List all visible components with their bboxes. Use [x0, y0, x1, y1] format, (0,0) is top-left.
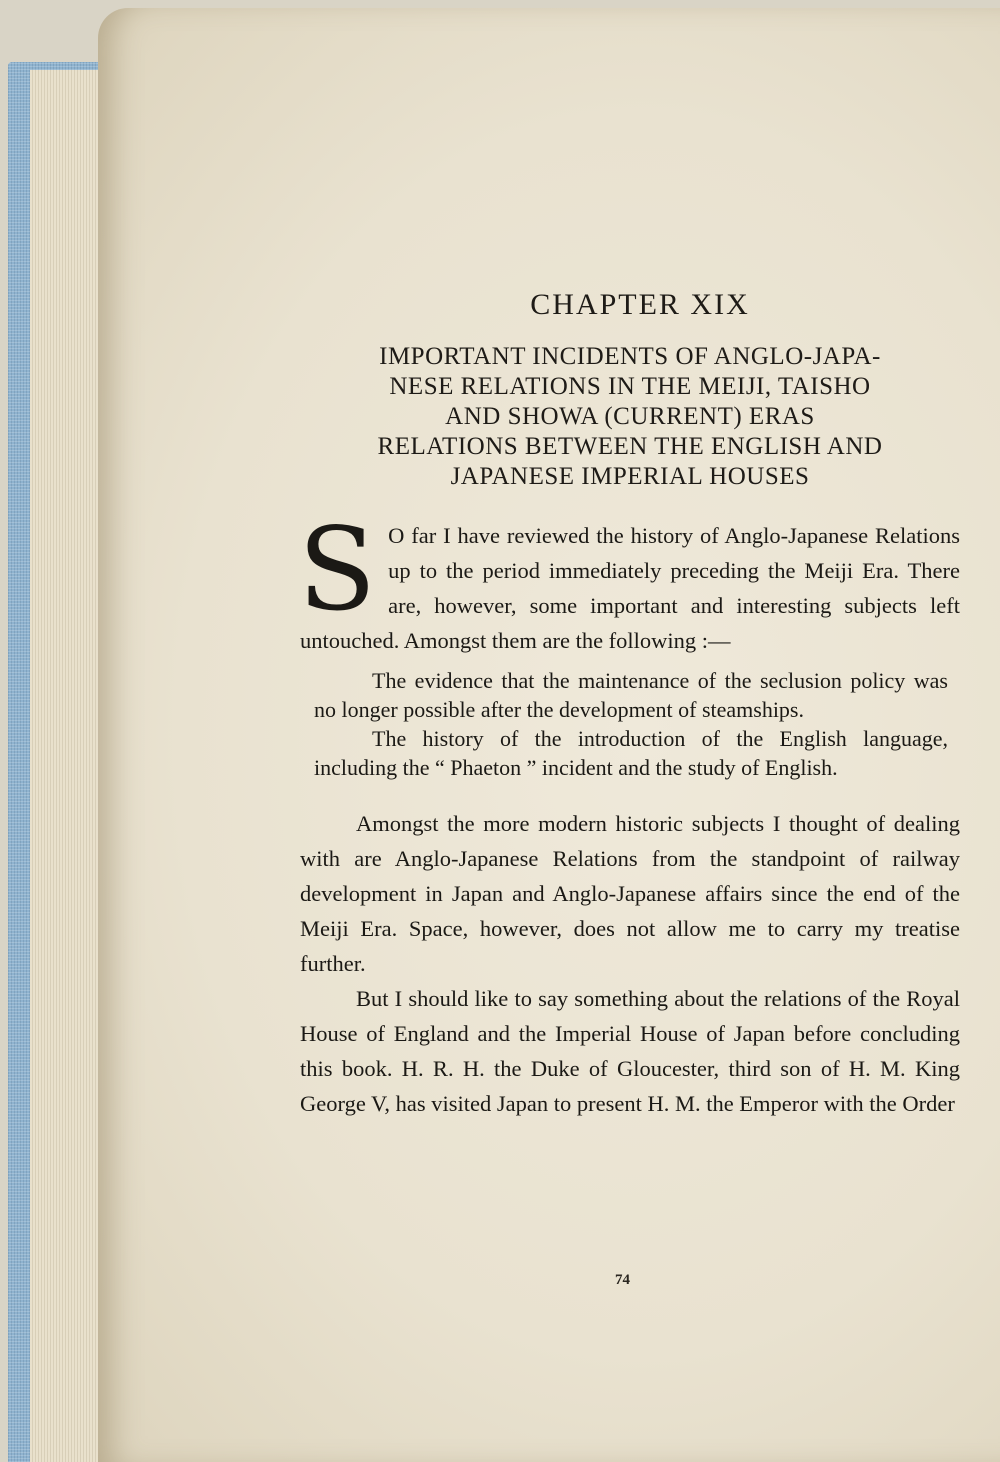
page-number: 74: [615, 1272, 630, 1288]
intro-text: O far I have reviewed the history of Anglo-Japanese Relations up to the period immediately preceding the Meiji Era. There are, however, some important and interesting subjects left untouched. Amongst them are the following :—: [300, 523, 960, 653]
body-paragraph: But I should like to say something about the relations of the Royal House of England and the Imperial House of Japan before concluding this book. H. R. H. the Duke of Gloucester, third son of H. M. King George V, has visited Japan to present H. M. the Emperor with the Order: [300, 986, 960, 1116]
chapter-title: [300, 342, 960, 492]
drop-cap: S: [298, 503, 377, 636]
chapter-title-line: NESE RELATIONS IN THE MEIJI, TAISHO: [389, 373, 871, 400]
chapter-title-line: IMPORTANT INCIDENTS OF ANGLO-JAPA-: [379, 343, 881, 370]
chapter-title-line: AND SHOWA (CURRENT) ERAS: [445, 403, 815, 430]
quoted-list: [314, 666, 948, 782]
chapter-heading: CHAPTER XIX: [530, 288, 750, 321]
body-paragraph: Amongst the more modern historic subjects I thought of dealing with are Anglo-Japanese Relations from the standpoint of railway development in Japan and Anglo-Japanese affairs since the end of the Meiji Era. Space, however, does not allow me to carry my treatise further.: [300, 811, 960, 976]
chapter-title-line: RELATIONS BETWEEN THE ENGLISH AND: [377, 433, 883, 460]
chapter-title-line: JAPANESE IMPERIAL HOUSES: [450, 463, 810, 490]
quoted-item: The evidence that the maintenance of the seclusion policy was no longer possible after the development of steamships.: [314, 668, 948, 722]
body-text: [298, 503, 960, 1121]
intro-paragraph: [298, 503, 960, 658]
quoted-item: The history of the introduction of the English language, including the “ Phaeton ” incident and the study of English.: [314, 726, 948, 780]
